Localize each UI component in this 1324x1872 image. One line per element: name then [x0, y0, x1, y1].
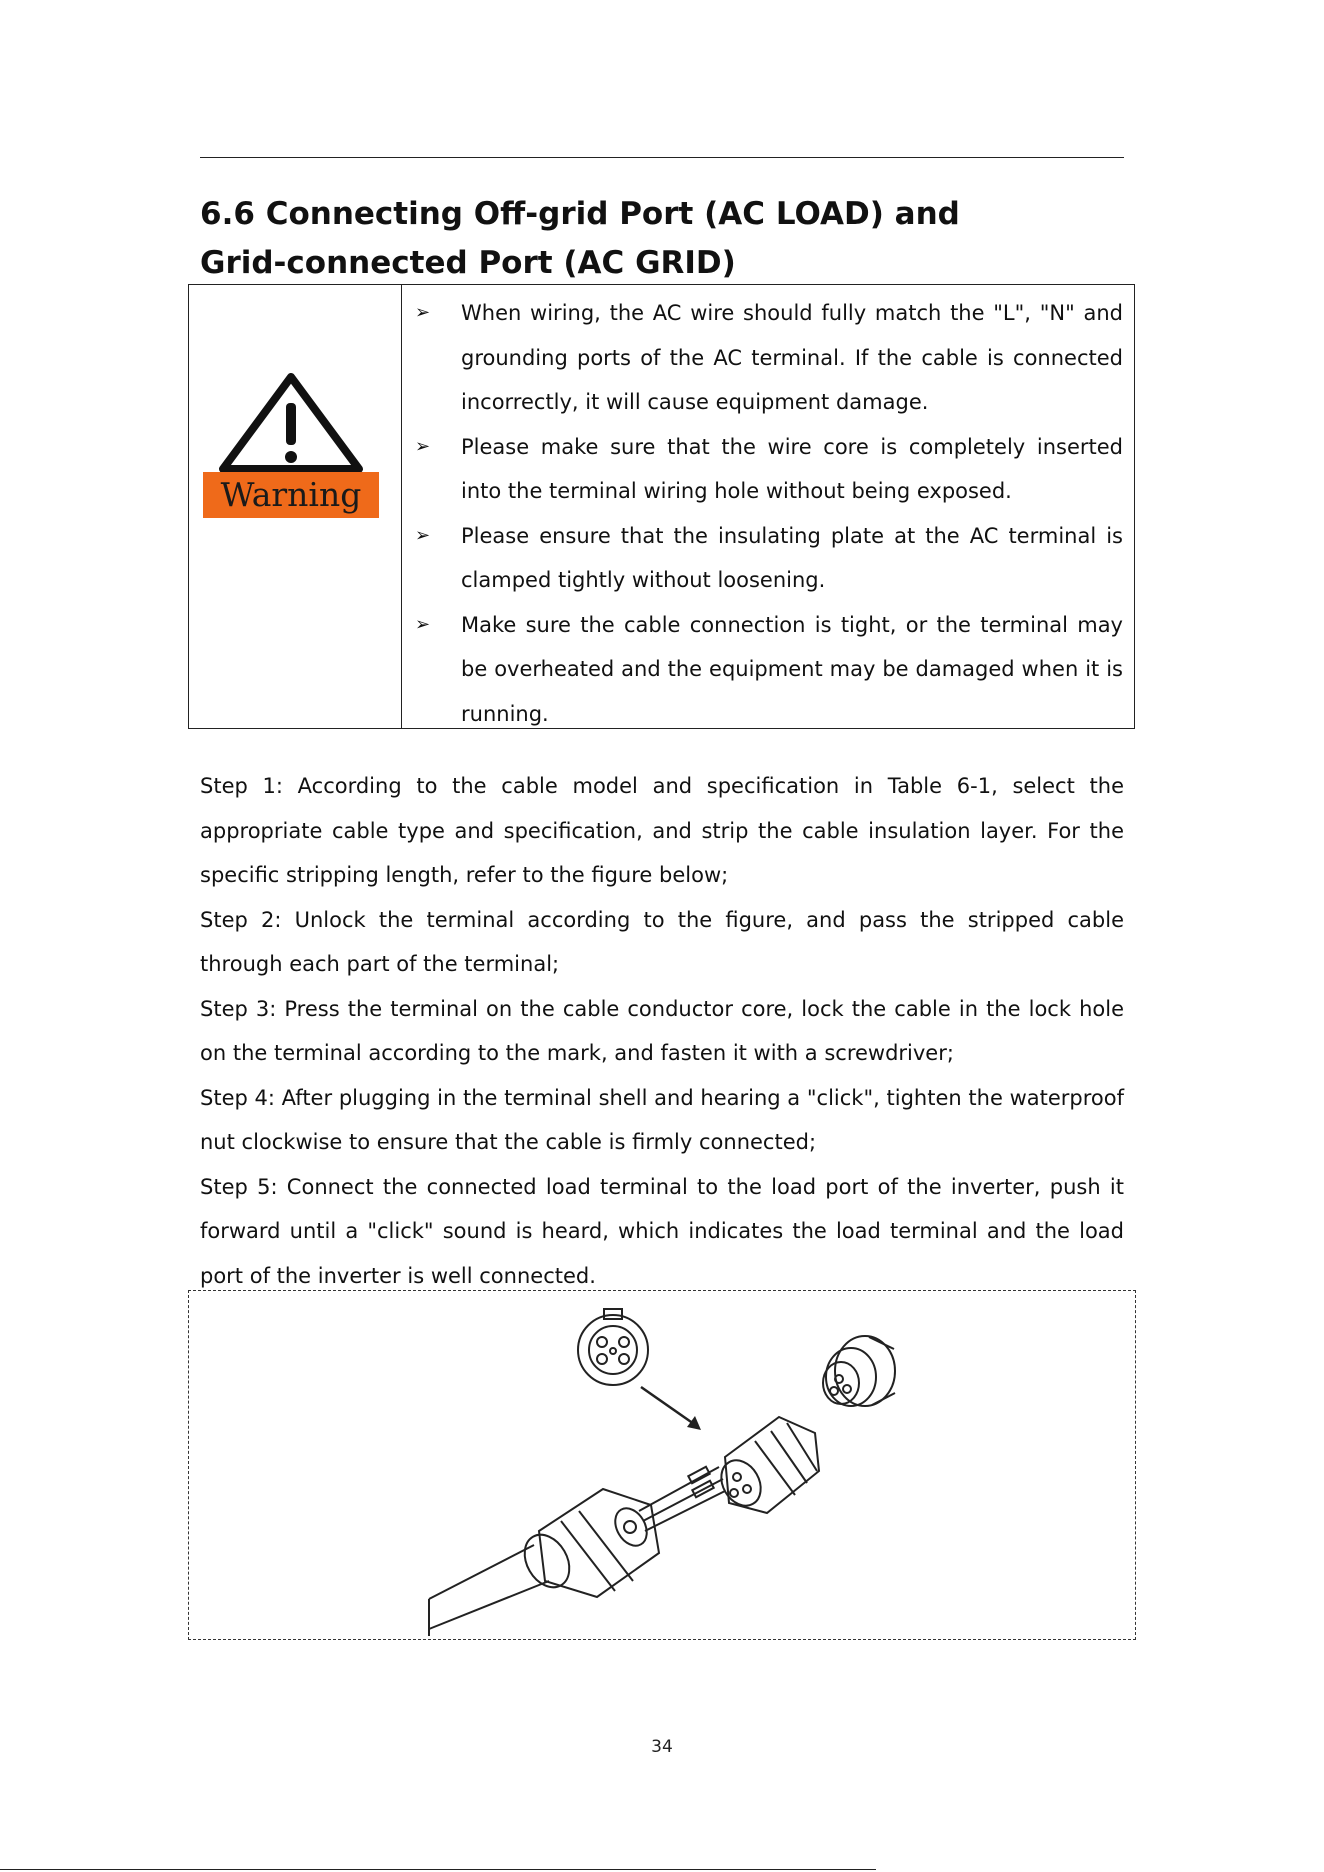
bullet-arrow-icon: ➢	[415, 435, 431, 457]
step-paragraph: Step 4: After plugging in the terminal shell and hearing a "click", tighten the waterproof nut clockwise to ensure that the cable is firmly connected;	[200, 1085, 1124, 1154]
warning-list	[403, 291, 1123, 736]
warning-item: ➢ Please ensure that the insulating plate at the AC terminal is clamped tightly without loosening.	[403, 514, 1123, 603]
step-paragraph: Step 2: Unlock the terminal according to the figure, and pass the stripped cable through each part of the terminal;	[200, 907, 1124, 976]
warning-symbol-cell	[189, 285, 402, 728]
section-heading	[200, 190, 1160, 288]
warning-label: Warning	[203, 472, 379, 518]
step-paragraph: Step 5: Connect the connected load terminal to the load port of the inverter, push it forward until a "click" sound is heard, which indicates the load terminal and the load port of the inverter is well connected.	[200, 1174, 1124, 1288]
warning-table	[188, 284, 1135, 729]
warning-item: ➢ When wiring, the AC wire should fully match the "L", "N" and grounding ports of the AC terminal. If the cable is connected incorrectly, it will cause equipment damage.	[403, 291, 1123, 425]
header-rule	[200, 157, 1124, 158]
warning-item: ➢ Make sure the cable connection is tight, or the terminal may be overheated and the equipment may be damaged when it is running.	[403, 603, 1123, 737]
section-title-line-1: 6.6 Connecting Off-grid Port (AC LOAD) and	[200, 196, 960, 232]
footer-rule	[0, 1869, 876, 1870]
bullet-arrow-icon: ➢	[415, 613, 431, 635]
page-number: 34	[651, 1737, 673, 1757]
warning-item: ➢ Please make sure that the wire core is completely inserted into the terminal wiring hole without being exposed.	[403, 425, 1123, 514]
bullet-arrow-icon: ➢	[415, 524, 431, 546]
step-paragraph: Step 1: According to the cable model and specification in Table 6-1, select the appropriate cable type and specification, and strip the cable insulation layer. For the specific stripping length, refer to the figure below;	[200, 774, 1124, 887]
bullet-arrow-icon: ➢	[415, 302, 431, 323]
step-paragraph: Step 3: Press the terminal on the cable conductor core, lock the cable in the lock hole on the terminal according to the mark, and fasten it with a screwdriver;	[200, 996, 1124, 1065]
ac-connector-assembly-drawing	[189, 1291, 1134, 1638]
step-list	[200, 764, 1124, 1298]
figure-frame	[188, 1290, 1136, 1640]
section-title-line-2: Grid-connected Port (AC GRID)	[200, 245, 736, 281]
